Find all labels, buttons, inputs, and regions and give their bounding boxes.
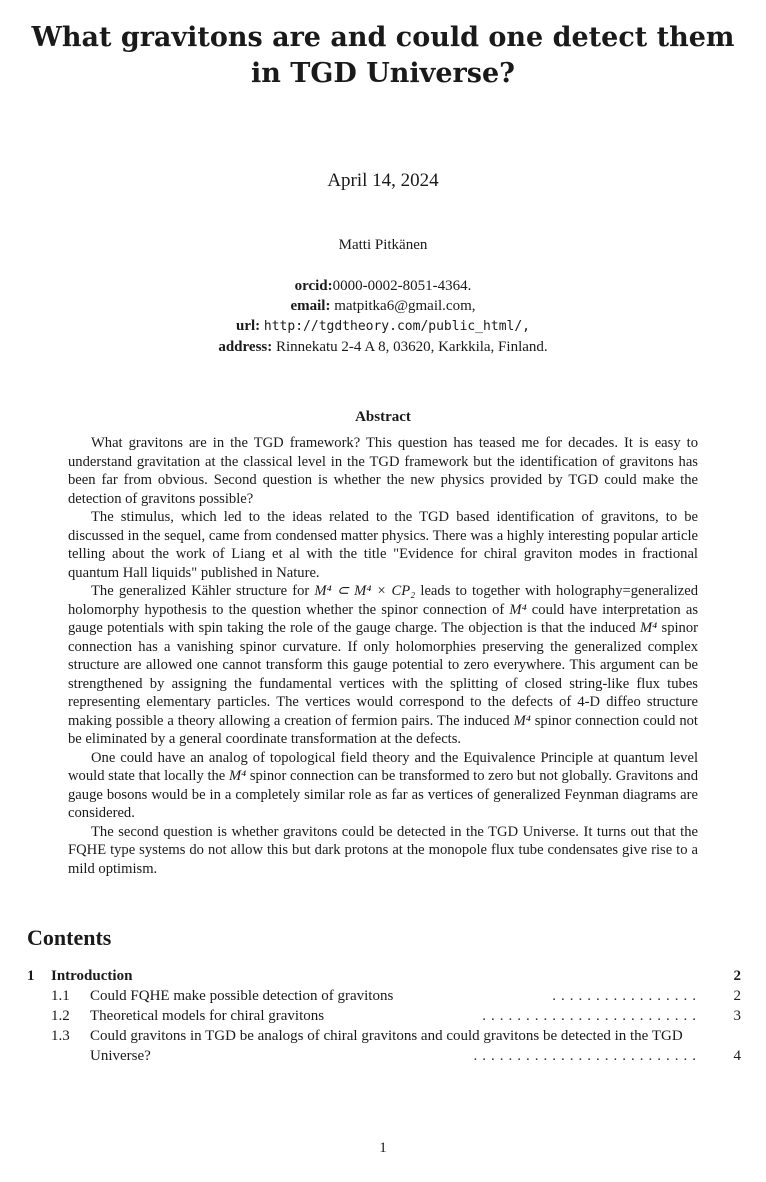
toc-leader: .......................... [473, 1048, 701, 1064]
toc-leader: ................. [552, 988, 701, 1004]
email-line [0, 296, 766, 316]
address-value: Rinnekatu 2-4 A 8, 03620, Karkkila, Finland. [276, 339, 548, 355]
abstract-heading: Abstract [355, 409, 411, 425]
url-line [0, 316, 766, 337]
abstract-paragraph-4: One could have an analog of topological field theory and the Equivalence Principle at quantum level would state that locally the M⁴ spinor connection can be transformed to zero but not globally. Gravitons and gauge bosons would be in a completely similar role as far as vertices of generalized Feynman diagrams are considered. [68, 749, 698, 821]
email-value[interactable]: matpitka6@gmail.com, [334, 298, 476, 314]
contents-heading: Contents [27, 925, 112, 950]
address-label: address: [218, 339, 273, 355]
url-label: url: [235, 318, 261, 334]
math-expression: M⁴ [509, 601, 527, 618]
abstract-paragraph-5: The second question is whether gravitons could be detected in the TGD Universe. It turns out that the FQHE type systems do not allow this but dark protons at the monopole flux tube condensates give rise to a mild optimism. [68, 823, 698, 877]
math-expression: M⁴ [228, 768, 247, 784]
url-value[interactable]: http://tgdtheory.com/public_html/, [263, 319, 531, 334]
paper-title: What gravitons are and could one detect them in TGD Universe? [31, 22, 735, 89]
abstract-body [68, 434, 698, 878]
math-expression: M⁴ [639, 620, 658, 636]
toc-entry-1-1[interactable]: 1.1 Could FQHE make possible detection of gravitons ................. 2 [51, 988, 741, 1004]
address-line [0, 337, 766, 357]
abstract-paragraph-3: The generalized Kähler structure for M⁴ ⊂ M⁴ × CP₂ leads to together with holography=generalized holomorphy hypothesis to the question whether the spinor connection of M⁴ could have interpretation as gauge potentials with spin taking the role of the gauge charge. The objection is that the induced M⁴ spinor connection has a vanishing spinor curvature. If only holomorphies preserving the generalized complex structure are allowed one cannot transform this gauge potential to zero everywhere. This argument can be strengthened by assigning the fundamental vertices with the splitting of closed string-like flux tubes representing elementary particles. The vertices would correspond to the defects of 4-D diffeo structure making possible a theory allowing a creation of fermion pairs. The induced M⁴ spinor connection could not be eliminated by a general coordinate transformation at the defects. [68, 583, 699, 747]
abstract-paragraph-2: The stimulus, which led to the ideas related to the TGD based identification of gravitons, to be discussed in the sequel, came from condensed matter physics. There was a highly interesting popular article telling about the work of Liang et al with the title "Evidence for chiral graviton modes in fractional quantum Hall liquids" published in Nature. [68, 509, 698, 581]
math-expression: M⁴ [513, 712, 531, 729]
table-of-contents [27, 966, 741, 1066]
orcid-label: orcid: [294, 278, 333, 294]
abstract-paragraph-1: What gravitons are in the TGD framework? This question has teased me for decades. It is easy to understand gravitation at the classical level in the TGD framework but the identification of gravitons has been far from obvious. Second question is whether the new physics provided by TGD could make the detection of gravitons possible? [68, 435, 698, 507]
orcid-line [0, 276, 766, 296]
author-name: Matti Pitkänen [338, 237, 428, 253]
page-number: 1 [379, 1140, 387, 1156]
toc-leader: ......................... [482, 1008, 701, 1024]
toc-entry-1-3[interactable]: 1.3 Could gravitons in TGD be analogs of chiral gravitons and could gravitons be detected in the TGD Universe? .......................... 4 [51, 1028, 741, 1064]
orcid-value: 0000-0002-8051-4364. [332, 278, 472, 294]
publication-date: April 14, 2024 [327, 170, 439, 191]
email-label: email: [290, 298, 331, 314]
toc-entry-1[interactable]: 1 Introduction 2 [27, 968, 741, 984]
author-contact [0, 276, 766, 357]
math-expression: M⁴ ⊂ M⁴ × CP₂ [314, 583, 416, 599]
toc-entry-1-2[interactable]: 1.2 Theoretical models for chiral gravitons ......................... 3 [51, 1008, 741, 1024]
